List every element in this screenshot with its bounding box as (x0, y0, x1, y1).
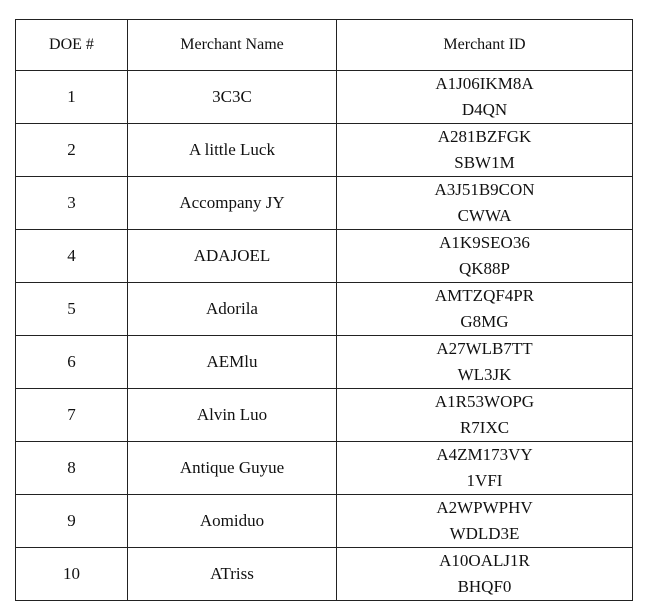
merchant-id-line2: R7IXC (459, 418, 510, 437)
merchant-name-cell: Accompany JY (128, 177, 337, 230)
merchant-id-cell (337, 389, 633, 442)
doe-cell: 2 (16, 124, 128, 177)
merchant-id-cell (337, 177, 633, 230)
merchant-id-line2: 1VFI (466, 471, 503, 490)
table-row (16, 442, 633, 495)
doe-cell: 4 (16, 230, 128, 283)
doe-cell: 1 (16, 71, 128, 124)
merchant-id-line2: SBW1M (454, 153, 515, 172)
merchant-id-line2: D4QN (461, 100, 508, 119)
merchant-id-line1: A1R53WOPG (434, 392, 535, 411)
merchant-id-line2: BHQF0 (457, 577, 512, 596)
doe-cell: 7 (16, 389, 128, 442)
table-row (16, 336, 633, 389)
merchant-table (15, 19, 633, 601)
merchant-id-cell (337, 548, 633, 601)
merchant-id-line2: CWWA (457, 206, 512, 225)
merchant-id-line2: WL3JK (457, 365, 512, 384)
table-row (16, 548, 633, 601)
merchant-id-line1: A2WPWPHV (436, 498, 533, 517)
merchant-id-line1: A10OALJ1R (439, 551, 530, 570)
header-merchant-id: Merchant ID (337, 20, 633, 71)
merchant-id-cell (337, 336, 633, 389)
merchant-name-cell: AEMlu (128, 336, 337, 389)
merchant-id-line1: AMTZQF4PR (434, 286, 535, 305)
merchant-id-line2: G8MG (460, 312, 509, 331)
doe-cell: 10 (16, 548, 128, 601)
merchant-id-line1: A1K9SEO36 (439, 233, 530, 252)
table-row (16, 177, 633, 230)
doe-cell: 3 (16, 177, 128, 230)
merchant-id-cell (337, 442, 633, 495)
merchant-name-cell: 3C3C (128, 71, 337, 124)
merchant-id-line1: A3J51B9CON (434, 180, 535, 199)
merchant-name-cell: Alvin Luo (128, 389, 337, 442)
merchant-id-line2: WDLD3E (449, 524, 520, 543)
header-merchant-name: Merchant Name (128, 20, 337, 71)
table-row (16, 124, 633, 177)
table-row (16, 389, 633, 442)
merchant-table-container (15, 19, 633, 601)
merchant-name-cell: ADAJOEL (128, 230, 337, 283)
doe-cell: 6 (16, 336, 128, 389)
merchant-name-cell: Antique Guyue (128, 442, 337, 495)
merchant-id-cell (337, 71, 633, 124)
merchant-name-cell: ATriss (128, 548, 337, 601)
merchant-name-cell: Adorila (128, 283, 337, 336)
table-header-row (16, 20, 633, 71)
merchant-id-line1: A281BZFGK (437, 127, 532, 146)
doe-cell: 8 (16, 442, 128, 495)
table-row (16, 283, 633, 336)
merchant-name-cell: Aomiduo (128, 495, 337, 548)
doe-cell: 9 (16, 495, 128, 548)
merchant-id-cell (337, 124, 633, 177)
doe-cell: 5 (16, 283, 128, 336)
header-doe: DOE # (16, 20, 128, 71)
merchant-id-cell (337, 230, 633, 283)
merchant-id-cell (337, 495, 633, 548)
merchant-id-line1: A1J06IKM8A (435, 74, 534, 93)
table-row (16, 230, 633, 283)
merchant-id-line1: A27WLB7TT (436, 339, 533, 358)
merchant-id-line1: A4ZM173VY (436, 445, 533, 464)
merchant-id-line2: QK88P (458, 259, 510, 278)
table-row (16, 495, 633, 548)
table-row (16, 71, 633, 124)
merchant-id-cell (337, 283, 633, 336)
merchant-name-cell: A little Luck (128, 124, 337, 177)
